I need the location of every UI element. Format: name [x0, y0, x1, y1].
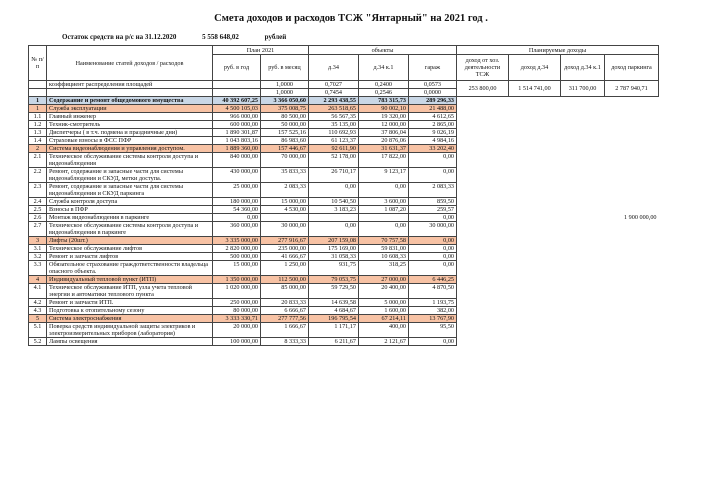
row-d34k1: 17 822,00	[359, 153, 409, 168]
row-number: 3.1	[29, 245, 47, 253]
opening-balance-label: Остаток средств на р/с на 31.12.2020	[62, 33, 177, 41]
row-garage: 4 612,65	[409, 113, 457, 121]
row-extra-income	[457, 198, 659, 206]
row-extra-income	[457, 245, 659, 253]
table-row	[29, 153, 659, 168]
row-d34k1: 0,00	[359, 222, 409, 237]
coef-row-2: 1,0000 0,7454 0,2546 0,0000	[29, 89, 659, 97]
row-number: 2.4	[29, 198, 47, 206]
table-row	[29, 276, 659, 284]
row-d34: 263 518,65	[309, 105, 359, 113]
row-month: 157 446,67	[261, 145, 309, 153]
col-income-d34k1: доход д.34 к.1	[561, 55, 605, 81]
row-name: Система видеонаблюдения и управления доступом.	[47, 145, 213, 153]
row-garage: 2 083,33	[409, 183, 457, 198]
row-d34: 35 135,00	[309, 121, 359, 129]
table-row	[29, 245, 659, 253]
page-title: Смета доходов и расходов ТСЖ "Янтарный" на 2021 год .	[214, 13, 488, 24]
row-number: 2.2	[29, 168, 47, 183]
row-number: 3.2	[29, 253, 47, 261]
row-name: Главный инженер	[47, 113, 213, 121]
row-number: 2.5	[29, 206, 47, 214]
row-d34k1	[359, 214, 409, 222]
row-extra-income	[457, 121, 659, 129]
row-extra-income	[457, 206, 659, 214]
row-name: Техник-смотритель	[47, 121, 213, 129]
row-d34: 14 639,58	[309, 299, 359, 307]
row-number: 2.1	[29, 153, 47, 168]
row-garage: 0,00	[409, 214, 457, 222]
row-number: 1.3	[29, 129, 47, 137]
row-garage: 289 296,33	[409, 97, 457, 105]
row-extra-income	[457, 276, 659, 284]
row-garage: 6 446,25	[409, 276, 457, 284]
row-d34k1: 0,00	[359, 183, 409, 198]
col-planned-income: Планируемые доходы	[457, 46, 659, 55]
row-number: 2.7	[29, 222, 47, 237]
row-year: 80 000,00	[213, 307, 261, 315]
row-name: Система электроснабжения	[47, 315, 213, 323]
row-month: 8 333,33	[261, 338, 309, 346]
row-year: 600 000,00	[213, 121, 261, 129]
row-d34k1: 10 608,33	[359, 253, 409, 261]
row-extra-income	[457, 153, 659, 168]
income-d34k1: 311 700,00	[561, 81, 605, 97]
row-garage: 859,50	[409, 198, 457, 206]
row-month: 20 833,33	[261, 299, 309, 307]
row-garage: 0,00	[409, 153, 457, 168]
row-number: 4.2	[29, 299, 47, 307]
row-year: 1 020 000,00	[213, 284, 261, 299]
row-extra-income	[457, 105, 659, 113]
row-extra-income	[457, 183, 659, 198]
row-extra-income	[457, 284, 659, 299]
row-name: Техническое обслуживание системы контроля доступа и видеонаблюдения	[47, 153, 213, 168]
row-extra-income	[457, 315, 659, 323]
row-d34k1: 27 000,00	[359, 276, 409, 284]
row-garage: 9 026,19	[409, 129, 457, 137]
row-name: Служба контроля доступа	[47, 198, 213, 206]
table-row	[29, 198, 659, 206]
row-name: Ремонт и запчасти ИТП.	[47, 299, 213, 307]
row-d34: 196 795,54	[309, 315, 359, 323]
table-row	[29, 253, 659, 261]
row-year: 430 000,00	[213, 168, 261, 183]
row-d34k1: 20 876,06	[359, 137, 409, 145]
col-num: № п/п	[29, 46, 47, 81]
col-objects: объекты	[309, 46, 457, 55]
row-name: Техническое обслуживание ИТП, узла учета тепловой энергии и автоматики теплового пункта	[47, 284, 213, 299]
table-row	[29, 105, 659, 113]
row-number: 4	[29, 276, 47, 284]
row-name: Индивидуальный тепловой пункт (ИТП)	[47, 276, 213, 284]
row-extra-income	[457, 97, 659, 105]
row-garage: 4 984,16	[409, 137, 457, 145]
row-number: 1.2	[29, 121, 47, 129]
row-name: Поверка средств индивидуальной защиты электриков и электроизмерительных приборов (лаборатория)	[47, 323, 213, 338]
table-row	[29, 338, 659, 346]
row-name: Обязательное страхование граждответственности владельца опасного объекта.	[47, 261, 213, 276]
row-year: 250 000,00	[213, 299, 261, 307]
opening-balance-amount: 5 558 648,02	[202, 33, 239, 41]
row-month: 4 530,00	[261, 206, 309, 214]
row-d34k1: 400,00	[359, 323, 409, 338]
row-year: 4 500 105,03	[213, 105, 261, 113]
row-d34: 3 183,23	[309, 206, 359, 214]
row-year: 840 000,00	[213, 153, 261, 168]
row-d34: 31 058,33	[309, 253, 359, 261]
row-d34: 2 293 438,55	[309, 97, 359, 105]
row-number: 1.1	[29, 113, 47, 121]
row-name: Ремонт и запчасти лифтов	[47, 253, 213, 261]
row-year: 1 889 360,00	[213, 145, 261, 153]
row-name: Техническое обслуживание лифтов	[47, 245, 213, 253]
row-d34: 1 171,17	[309, 323, 359, 338]
row-name: Подготовка к отопительному сезону	[47, 307, 213, 315]
col-income-d34: доход д.34	[509, 55, 561, 81]
row-year: 180 000,00	[213, 198, 261, 206]
row-d34k1: 1 600,00	[359, 307, 409, 315]
row-number: 4.1	[29, 284, 47, 299]
coef-label: коэффициент распределения площадей	[47, 81, 213, 89]
row-d34: 56 567,35	[309, 113, 359, 121]
row-month: 157 525,16	[261, 129, 309, 137]
row-name: Лампы освещения	[47, 338, 213, 346]
row-garage: 4 870,50	[409, 284, 457, 299]
row-extra-income	[457, 338, 659, 346]
row-d34k1: 783 315,73	[359, 97, 409, 105]
row-d34	[309, 214, 359, 222]
row-extra-income	[457, 137, 659, 145]
table-row	[29, 214, 659, 222]
row-d34: 92 611,90	[309, 145, 359, 153]
row-year: 0,00	[213, 214, 261, 222]
row-name: Техническое обслуживание системы контроля доступа и видеонаблюдения в паркинге	[47, 222, 213, 237]
row-year: 15 000,00	[213, 261, 261, 276]
table-row	[29, 137, 659, 145]
col-d34: д.34	[309, 55, 359, 81]
col-income-parking: доход паркинга	[605, 55, 659, 81]
row-number: 2	[29, 145, 47, 153]
row-year: 54 360,00	[213, 206, 261, 214]
row-d34k1: 37 806,04	[359, 129, 409, 137]
col-plan-month: руб. в месяц	[261, 55, 309, 81]
row-month: 6 666,67	[261, 307, 309, 315]
row-extra-income: 1 900 000,00	[457, 214, 659, 222]
row-d34: 10 540,50	[309, 198, 359, 206]
row-garage: 1 193,75	[409, 299, 457, 307]
row-extra-income	[457, 323, 659, 338]
row-year: 100 000,00	[213, 338, 261, 346]
row-number: 1	[29, 97, 47, 105]
col-d34k1: д.34 к.1	[359, 55, 409, 81]
opening-balance-unit: рублей	[264, 33, 287, 41]
coef-row: коэффициент распределения площадей 1,0000 0,7027 0,2400 0,0573 253 800,00 1 514 741,00 311 700,00 2 787 940,71	[29, 81, 659, 89]
row-d34: 79 053,75	[309, 276, 359, 284]
row-year: 1 350 000,00	[213, 276, 261, 284]
col-name: Наименование статей доходов / расходов	[47, 46, 213, 81]
row-month: 235 000,00	[261, 245, 309, 253]
row-garage: 0,00	[409, 237, 457, 245]
row-d34: 931,75	[309, 261, 359, 276]
table-row	[29, 261, 659, 276]
row-year: 1 043 803,16	[213, 137, 261, 145]
row-garage: 0,00	[409, 253, 457, 261]
row-d34k1: 90 002,10	[359, 105, 409, 113]
row-year: 25 000,00	[213, 183, 261, 198]
row-month: 70 000,00	[261, 153, 309, 168]
row-year: 500 000,00	[213, 253, 261, 261]
row-garage: 0,00	[409, 338, 457, 346]
row-d34: 52 178,00	[309, 153, 359, 168]
row-month: 375 008,75	[261, 105, 309, 113]
row-d34k1: 67 214,11	[359, 315, 409, 323]
row-d34: 0,00	[309, 183, 359, 198]
row-d34k1: 19 320,00	[359, 113, 409, 121]
row-d34k1: 59 831,00	[359, 245, 409, 253]
row-extra-income	[457, 168, 659, 183]
row-garage: 259,57	[409, 206, 457, 214]
row-d34k1: 12 000,00	[359, 121, 409, 129]
income-commercial: 253 800,00	[457, 81, 509, 97]
row-name: Содержание и ремонт общедомового имущества	[47, 97, 213, 105]
row-year: 2 820 000,00	[213, 245, 261, 253]
table-row	[29, 168, 659, 183]
table-row	[29, 284, 659, 299]
row-garage: 0,00	[409, 168, 457, 183]
row-garage: 21 488,00	[409, 105, 457, 113]
row-d34: 175 169,00	[309, 245, 359, 253]
row-month: 86 983,60	[261, 137, 309, 145]
row-garage: 2 865,00	[409, 121, 457, 129]
row-year: 20 000,00	[213, 323, 261, 338]
row-month: 2 083,33	[261, 183, 309, 198]
row-extra-income	[457, 237, 659, 245]
row-number: 3.3	[29, 261, 47, 276]
row-d34k1: 20 400,00	[359, 284, 409, 299]
row-d34k1: 2 121,67	[359, 338, 409, 346]
table-row	[29, 97, 659, 105]
row-year: 40 392 607,25	[213, 97, 261, 105]
row-month: 1 666,67	[261, 323, 309, 338]
table-row	[29, 206, 659, 214]
row-number: 5.2	[29, 338, 47, 346]
row-name: Лифты (20шт.)	[47, 237, 213, 245]
row-extra-income	[457, 113, 659, 121]
col-plan-year: руб. в год	[213, 55, 261, 81]
table-row	[29, 307, 659, 315]
row-number: 5.1	[29, 323, 47, 338]
row-number: 5	[29, 315, 47, 323]
row-extra-income	[457, 222, 659, 237]
row-name: Страховые взносы в ФСС ПФР	[47, 137, 213, 145]
row-year: 3 333 330,71	[213, 315, 261, 323]
row-name: Ремонт, содержание и запасные части для системы видеонаблюдения и СКУД паркинга	[47, 183, 213, 198]
row-garage: 95,50	[409, 323, 457, 338]
budget-table	[28, 45, 659, 346]
row-number: 2.6	[29, 214, 47, 222]
row-garage: 33 202,40	[409, 145, 457, 153]
table-row	[29, 315, 659, 323]
table-row	[29, 145, 659, 153]
row-extra-income	[457, 253, 659, 261]
col-garage: гараж	[409, 55, 457, 81]
row-month: 35 833,33	[261, 168, 309, 183]
row-year: 966 000,00	[213, 113, 261, 121]
table-row	[29, 323, 659, 338]
row-month: 3 366 050,60	[261, 97, 309, 105]
income-d34: 1 514 741,00	[509, 81, 561, 97]
row-month: 112 500,00	[261, 276, 309, 284]
row-d34k1: 318,25	[359, 261, 409, 276]
row-number: 4.3	[29, 307, 47, 315]
row-number: 2.3	[29, 183, 47, 198]
row-name: Диспетчеры ( в т.ч. подмена и праздничные дни)	[47, 129, 213, 137]
row-garage: 0,00	[409, 245, 457, 253]
col-plan: План 2021	[213, 46, 309, 55]
row-name: Монтаж видеонаблюдения в паркинге	[47, 214, 213, 222]
row-d34: 61 123,37	[309, 137, 359, 145]
row-d34k1: 5 000,00	[359, 299, 409, 307]
row-d34k1: 3 600,00	[359, 198, 409, 206]
row-d34: 6 211,67	[309, 338, 359, 346]
row-extra-income	[457, 299, 659, 307]
row-month: 30 000,00	[261, 222, 309, 237]
row-d34k1: 70 757,58	[359, 237, 409, 245]
row-d34k1: 1 087,20	[359, 206, 409, 214]
table-row	[29, 237, 659, 245]
row-number: 1	[29, 105, 47, 113]
row-d34k1: 9 123,17	[359, 168, 409, 183]
row-d34: 207 159,08	[309, 237, 359, 245]
row-d34: 26 710,17	[309, 168, 359, 183]
table-row	[29, 121, 659, 129]
row-d34: 4 684,67	[309, 307, 359, 315]
row-month: 85 000,00	[261, 284, 309, 299]
row-garage: 0,00	[409, 261, 457, 276]
row-month: 80 500,00	[261, 113, 309, 121]
row-d34: 110 692,93	[309, 129, 359, 137]
opening-balance	[62, 33, 310, 41]
row-d34: 0,00	[309, 222, 359, 237]
table-row	[29, 299, 659, 307]
row-month: 50 000,00	[261, 121, 309, 129]
row-extra-income	[457, 129, 659, 137]
row-number: 3	[29, 237, 47, 245]
row-garage: 30 000,00	[409, 222, 457, 237]
row-year: 360 000,00	[213, 222, 261, 237]
row-extra-income	[457, 261, 659, 276]
row-year: 3 335 000,00	[213, 237, 261, 245]
row-garage: 13 767,90	[409, 315, 457, 323]
table-row	[29, 113, 659, 121]
row-d34k1: 31 631,37	[359, 145, 409, 153]
row-number: 1.4	[29, 137, 47, 145]
row-extra-income	[457, 307, 659, 315]
row-month: 15 000,00	[261, 198, 309, 206]
row-garage: 382,00	[409, 307, 457, 315]
row-name: Взносы в ПФР	[47, 206, 213, 214]
row-name: Ремонт, содержание и запасные части для системы видеонаблюдения и СКУД, метки доступа.	[47, 168, 213, 183]
table-row	[29, 129, 659, 137]
table-row	[29, 222, 659, 237]
row-month: 41 666,67	[261, 253, 309, 261]
row-d34: 59 729,50	[309, 284, 359, 299]
col-income-commercial: доход от хоз. деятельности ТСЖ	[457, 55, 509, 81]
row-name: Служба эксплуатации	[47, 105, 213, 113]
table-row	[29, 183, 659, 198]
income-parking: 2 787 940,71	[605, 81, 659, 97]
row-extra-income	[457, 145, 659, 153]
row-year: 1 890 301,87	[213, 129, 261, 137]
row-month: 277 916,67	[261, 237, 309, 245]
row-month: 277 777,56	[261, 315, 309, 323]
row-month: 1 250,00	[261, 261, 309, 276]
row-month	[261, 214, 309, 222]
